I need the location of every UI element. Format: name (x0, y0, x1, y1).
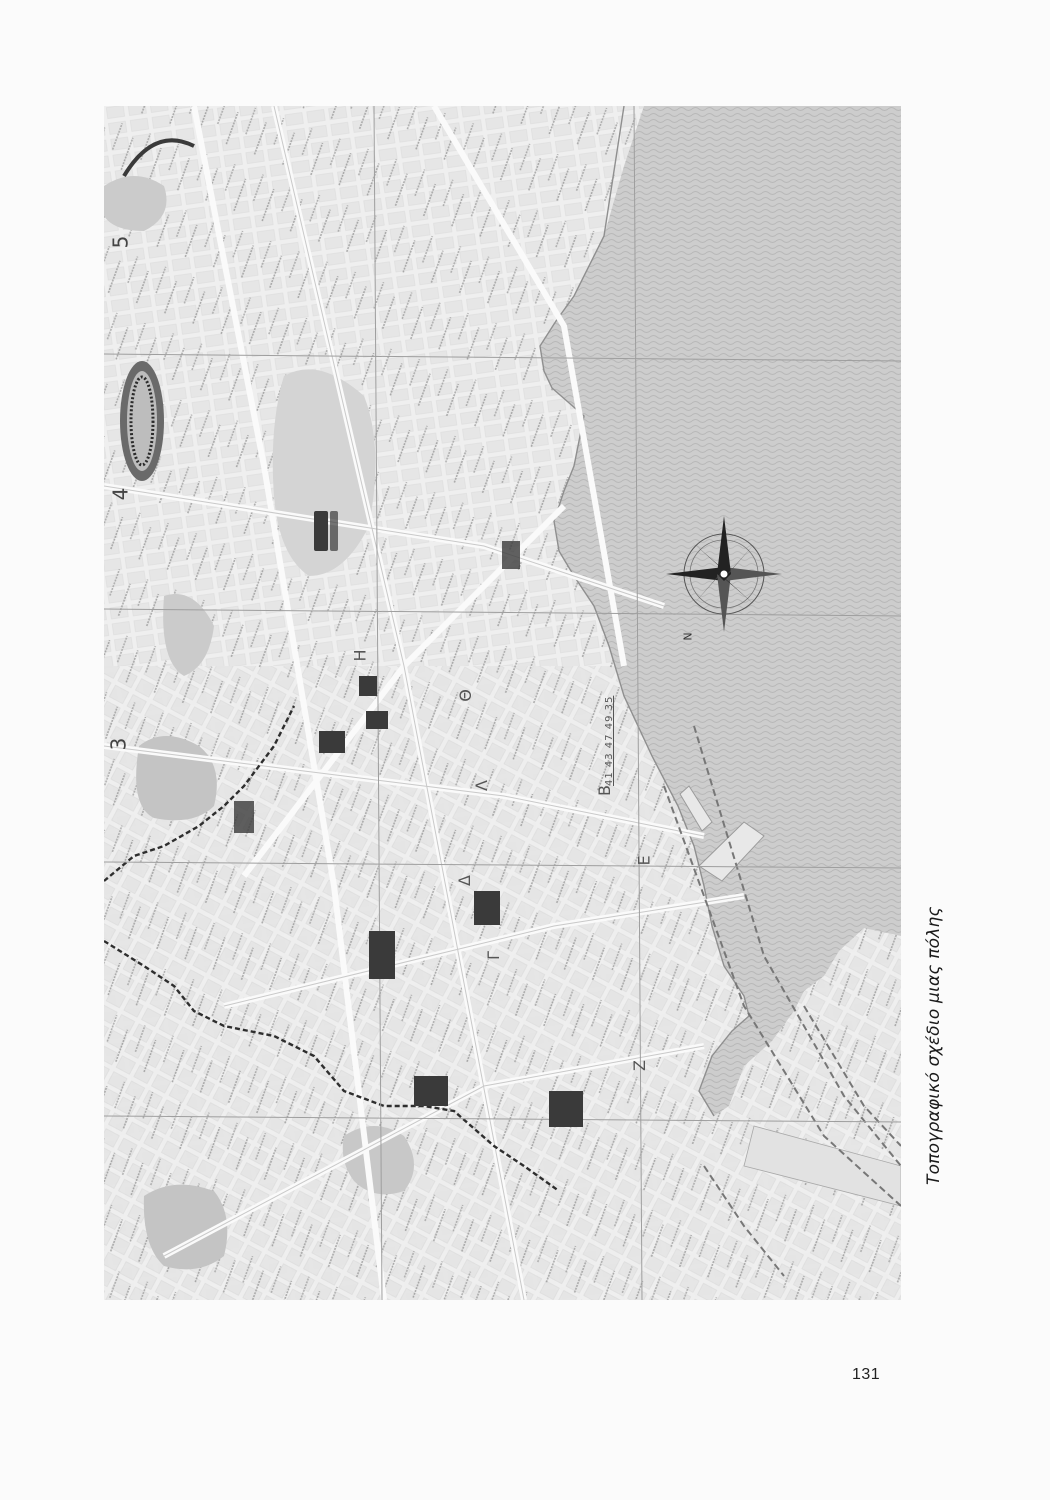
grid-row-label: 3 (106, 737, 131, 751)
page-number: 131 (852, 1366, 881, 1383)
grid-row-label: 5 (108, 235, 133, 249)
city-map (104, 106, 901, 1300)
district-letter: Γ (483, 951, 503, 960)
stadium-landmark (120, 361, 164, 481)
district-letter: Θ (455, 689, 475, 702)
compass-north-label: N (681, 632, 695, 641)
grid-row-label: 4 (108, 487, 133, 501)
district-letter: Δ (454, 875, 474, 886)
street-number-label: 41 43 47 49 35 (604, 695, 615, 786)
district-letter: Ζ (629, 1060, 649, 1071)
district-letter: Λ (471, 780, 491, 791)
district-letter: Ε (634, 855, 654, 866)
district-letter: Β (594, 785, 614, 796)
figure-caption: Τοπογραφικό σχέδιο μιας πόλης (924, 906, 944, 1185)
district-letter: Η (350, 649, 370, 662)
map-drawing (104, 106, 901, 1300)
